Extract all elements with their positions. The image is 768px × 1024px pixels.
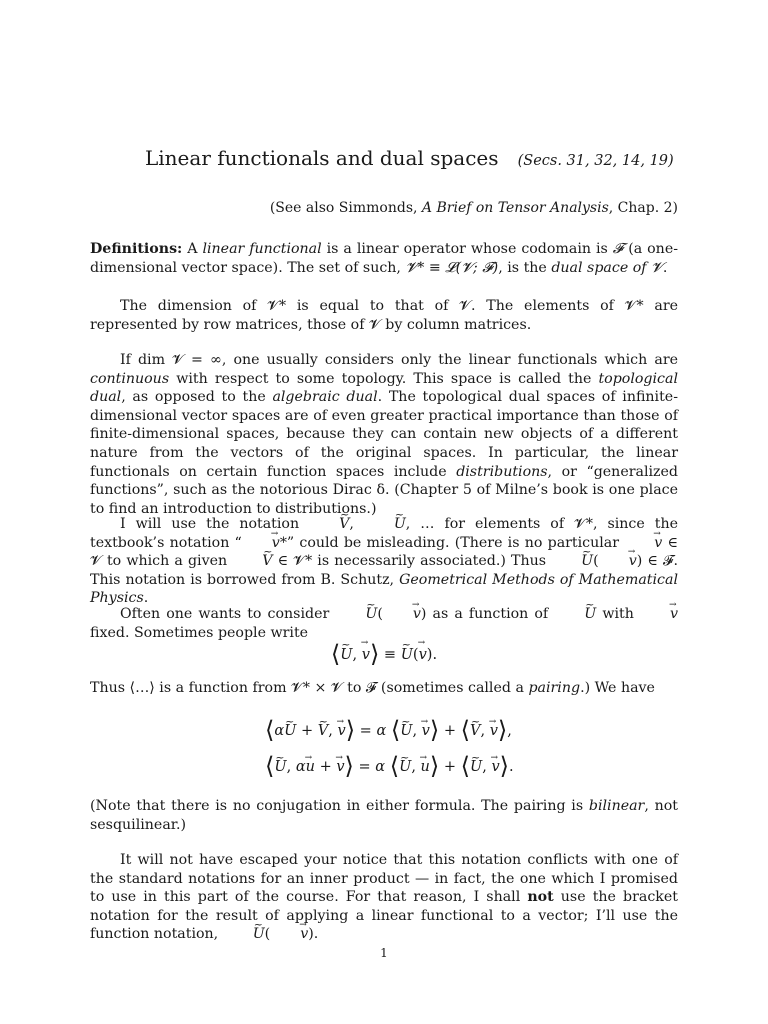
notation-paragraph [90,515,678,608]
math-v-vec: → v [490,717,498,745]
term-continuous: continuous [90,370,170,387]
math-v-vec: → v [640,605,678,624]
bilinear-note-paragraph [90,797,678,834]
text: , as opposed to the [121,389,273,406]
math-U-tilde: ~ U [284,717,296,745]
text: , [349,516,364,532]
text: fixed. Sometimes people write [90,624,309,641]
book-title-schutz: Geometrical Methods of Mathematical Physics [90,571,678,607]
math-V-tilde: ~ V [318,717,328,745]
text: It will not have escaped your notice that this notation conflicts with one of the standard notations for an inner product — in fact, the one which I promised to use in this part of the course. For that reason, I shall [90,852,678,906]
math-V-tilde: ~ V [470,717,480,745]
math-v-vec: → v [242,534,280,553]
see-also-prefix: (See also Simmonds, [269,200,422,216]
term-pairing: pairing [528,680,581,696]
text: .) We have [580,680,655,696]
text: with respect to some topology. This space is called the [169,370,599,387]
definitions-lead: Definitions: [90,241,183,257]
math-v-vec: → v [336,753,344,781]
equiv-sign: ≡ [379,647,401,663]
text: *” could be misleading. (There is no particular [279,534,625,551]
term-bilinear: bilinear [588,798,645,814]
math-v-vec: → v [270,925,308,944]
term-linear-functional: linear functional [202,241,322,257]
text: If dim 𝓥 = ∞, one usually considers only the linear functionals which are [120,352,678,368]
text: I will use the notation [120,516,310,532]
math-F: 𝓕 [612,241,624,257]
see-also-suffix: , Chap. 2) [608,200,678,216]
title-row [145,146,705,170]
text: ∈ 𝓥 to which a given [90,534,678,570]
definitions-paragraph [90,240,678,277]
math-v-vec: → v [491,753,499,781]
math-v-vec: → v [362,647,370,663]
dimension-paragraph: The dimension of 𝓥* is equal to that of 𝓥. The elements of 𝓥* are represented by row matrices, those of 𝓥 by column matrices. [90,298,678,333]
equation-linearity-2: ⟨~ U, α→ u + → v⟩ = α ⟨~ U, → u⟩ + ⟨~ U, → v⟩. [265,752,565,781]
math-dual: 𝓥* ≡ 𝓛(𝓥; 𝓕) [405,259,499,276]
text: (Note that there is no conjugation in either formula. The pairing is [90,798,589,814]
equation-linearity-1: ⟨α~ U + ~ V, → v⟩ = α ⟨~ U, → v⟩ + ⟨~ V, → v⟩, [265,716,565,745]
text: , … for elements of 𝓥*, since the textbook’s notation “ [90,516,678,551]
math-U-tilde: ~ U [223,925,265,944]
text: . The topological dual spaces of infinite-dimensional vector spaces are of even greater practical importance than those of finite-dimensional spaces, because they can contain new objects of a different nature from the vectors of the original spaces. In particular, the linear functionals on certain function spaces include [90,389,678,480]
math-U-tilde: ~ U [554,605,596,624]
term-algebraic-dual: algebraic dual [272,389,378,406]
emphasis-not: not [527,889,554,906]
math-U-tilde: ~ U [335,605,377,624]
math-U-tilde: ~ U [340,647,352,663]
math-U-tilde: ~ U [400,717,412,745]
infinite-dim-paragraph [90,351,678,518]
text: ( [593,553,599,570]
text: Thus ⟨…⟩ is a function from 𝓥* × 𝓥 to 𝓕 (sometimes called a [90,680,529,696]
text: A [182,241,203,257]
pairing-intro-paragraph: Often one wants to consider ~ U(→ v) as a function of ~ U with → v fixed. Sometimes people write [90,605,678,642]
text: , or “generalized functions”, such as the notorious Dirac δ. (Chapter 5 of Milne’s book is one place to find an introduction to distributions.) [90,463,678,517]
see-also-book: A Brief on Tensor Analysis [421,200,609,216]
math-U-tilde: ~ U [364,515,406,534]
text: as a function of [426,606,555,622]
math-V-tilde: ~ V [232,552,272,571]
math-U-tilde: ~ U [274,753,286,781]
math-U-tilde: ~ U [551,552,593,571]
math-V-tilde: ~ V [309,515,349,534]
text: . [662,259,668,276]
page-title: Linear functionals and dual spaces [145,146,499,170]
math-v-vec: → v [383,605,421,624]
equation-pairing-def: ⟨~ U, → v⟩ ≡ ~ U(→ v). [90,640,678,668]
math-v-vec: → v [624,534,662,553]
term-distributions: distributions [456,463,548,480]
text: , not sesquilinear.) [90,798,678,833]
section-refs: (Secs. 31, 32, 14, 19) [517,153,674,169]
pairing-paragraph [90,679,678,698]
text: , is the [498,259,552,276]
math-U-tilde: ~ U [470,753,482,781]
math-U-tilde: ~ U [401,647,413,663]
text: is a linear operator whose codomain is [321,241,613,257]
text: use the bracket notation for the result of applying a linear functional to a vector; I’ll use the function notation, [90,889,678,943]
see-also-note [270,200,678,216]
math-U-tilde: ~ U [399,753,411,781]
math-v-vec: → v [419,647,427,663]
math-v-vec: → v [337,717,345,745]
math-v-vec: → v [422,717,430,745]
page-number: 1 [380,946,388,960]
text: with [596,606,640,622]
text: . [143,590,149,607]
text: (a one-dimensional vector space). The set of such, [90,241,679,276]
text: Often one wants to consider [120,606,336,622]
term-dual-space: dual space of 𝓥 [551,259,663,276]
notation-conflict-paragraph: It will not have escaped your notice that this notation conflicts with one of the standard notations for an inner product — in fact, the one which I promised to use in this part of the course. For that reason, I shall not use the bracket notation for the result of applying a linear functional to a vector; I’ll use the function notation, ~ U(→ v). [90,851,678,944]
text: ) ∈ 𝓕. This notation is borrowed from B. Schutz, [90,553,678,588]
text: ∈ 𝓥* is necessarily associated.) Thus [272,553,552,570]
math-v-vec: → v [599,552,637,571]
term-topological-dual: topological dual [90,370,678,406]
